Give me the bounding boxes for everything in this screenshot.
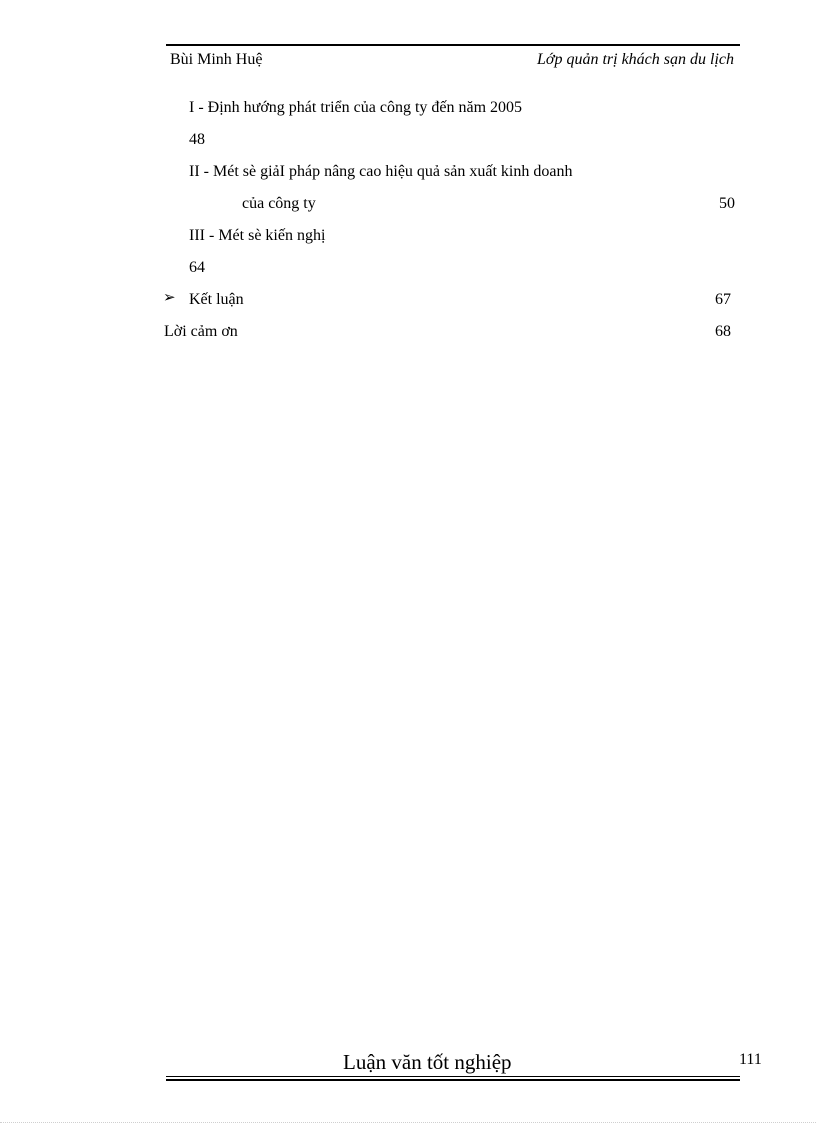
toc-entry-acknowledgements-page: 68 [715,323,731,340]
toc-entry-chapter-2-page: 50 [719,195,735,212]
toc-entry-acknowledgements-text: Lời cảm ơn [164,323,238,340]
footer-title: Luận văn tốt nghiệp [343,1050,512,1074]
toc-entry-chapter-3-page: 64 [189,259,205,276]
toc-entry-chapter-3-text: III - Mét sè kiến nghị [189,227,326,244]
header-rule [166,44,740,46]
toc-entry-conclusion-text: Kết luận [189,291,244,308]
footer-page-number: 111 [739,1051,762,1068]
toc-entry-chapter-2-continuation: của công ty [242,195,316,212]
arrow-bullet-icon: ➢ [163,290,176,306]
toc-entry-chapter-2-text: II - Mét sè giảI pháp nâng cao hiệu quả sản xuất kinh doanh [189,163,573,180]
header-author: Bùi Minh Huệ [170,51,263,68]
footer-rule-thin [166,1076,740,1077]
toc-entry-conclusion-page: 67 [715,291,731,308]
toc-entry-chapter-1-text: I - Định hướng phát triển của công ty đến năm 2005 [189,99,523,116]
header-class-name: Lớp quản trị khách sạn du lịch [537,51,734,68]
footer-rule-thick [166,1079,740,1081]
toc-entry-chapter-1-page: 48 [189,131,205,148]
